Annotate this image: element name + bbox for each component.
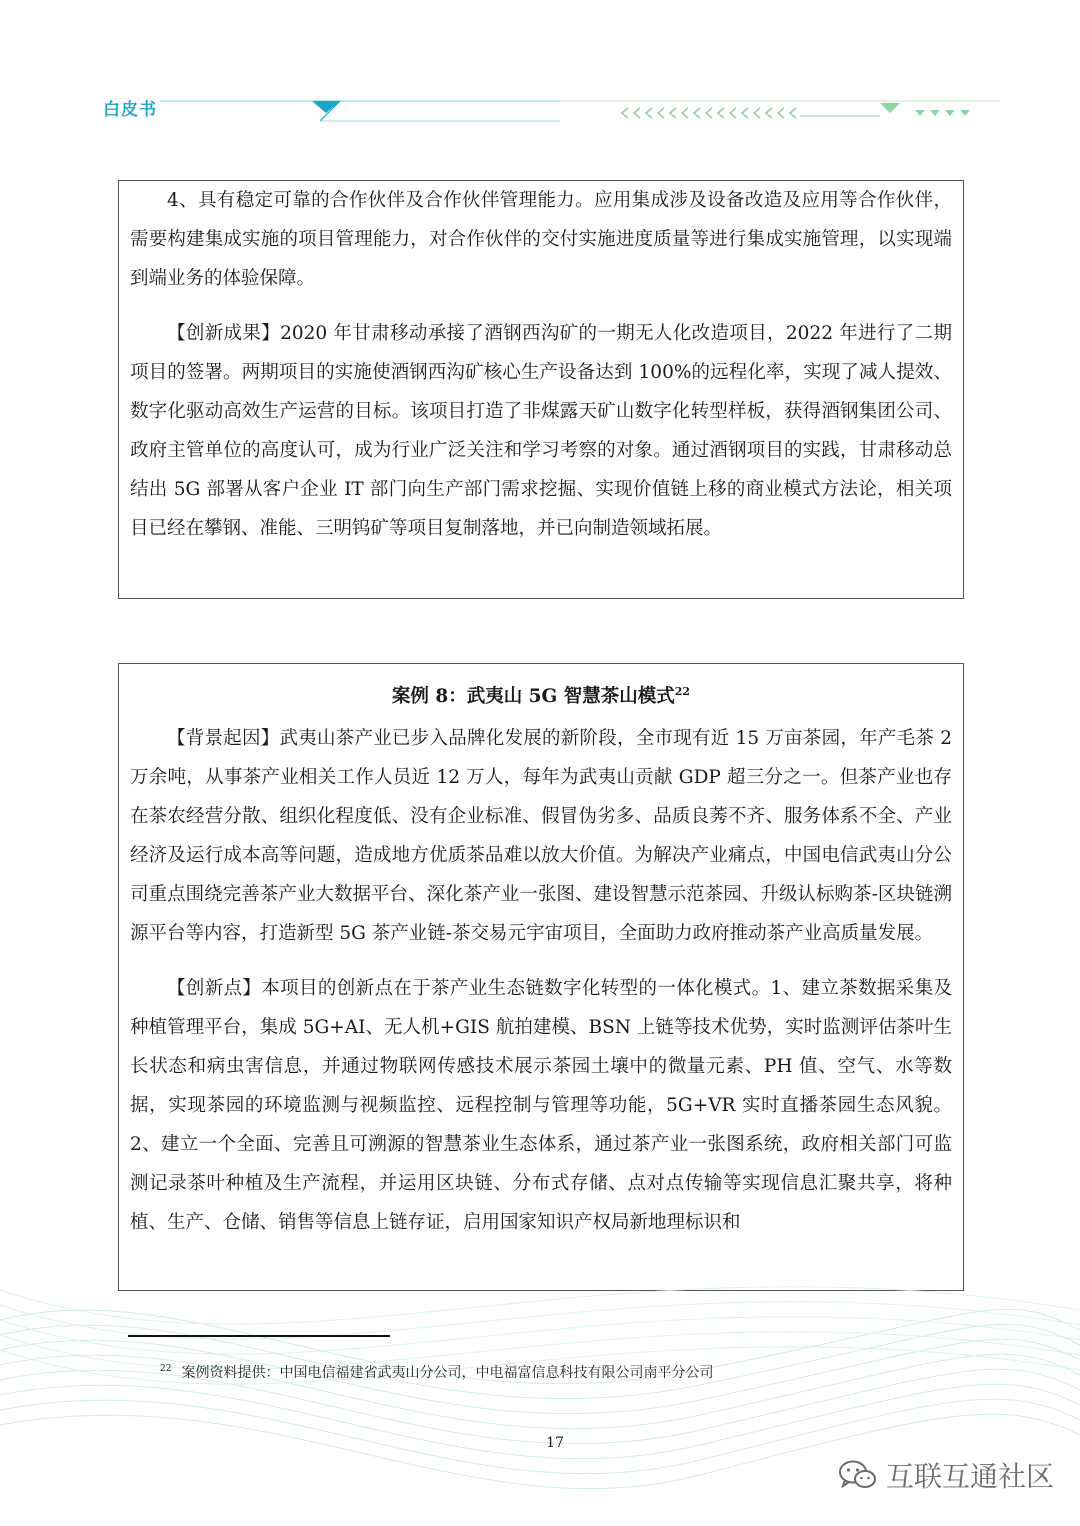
watermark-text: 互联互通社区 (886, 1460, 1055, 1493)
footnote-text: 案例资料提供：中国电信福建省武夷山分公司，中电福富信息科技有限公司南平分公司 (181, 1365, 714, 1381)
footnote-rule (128, 1335, 390, 1337)
paragraph: 【创新成果】2020 年甘肃移动承接了酒钢西沟矿的一期无人化改造项目，2022 年进行了二期项目的签署。两期项目的实施使酒钢西沟矿核心生产设备达到 100%的远程化率，实现了减人提效、数字化驱动高效生产运营的目标。该项目打造了非煤露天矿山数字化转型样板，获得酒钢集团公司、政府主管单位的高度认可，成为行业广泛关注和学习考察的对象。通过酒钢项目的实践，甘肃移动总结出 5G 部署从客户企业 IT 部门向生产部门需求挖掘、实现价值链上移的商业模式方法论，相关项目已经在攀钢、准能、三明钨矿等项目复制落地，并已向制造领域拓展。 (130, 323, 952, 539)
paragraph: 【背景起因】武夷山茶产业已步入品牌化发展的新阶段，全市现有近 15 万亩茶园，年产毛茶 2 万余吨，从事茶产业相关工作人员近 12 万人，每年为武夷山贡献 GDP 超三分之一。但茶产业也存在茶农经营分散、组织化程度低、没有企业标准、假冒伪劣多、品质良莠不齐、服务体系不全、产业经济及运行成本高等问题，造成地方优质茶品难以放大价值。为解决产业痛点，中国电信武夷山分公司重点围绕完善茶产业大数据平台、深化茶产业一张图、建设智慧示范茶园、升级认标购茶-区块链溯源平台等内容，打造新型 5G 茶产业链-茶交易元宇宙项目，全面助力政府推动茶产业高质量发展。 (130, 728, 952, 945)
paragraph: 4、具有稳定可靠的合作伙伴及合作伙伴管理能力。应用集成涉及设备改造及应用等合作伙伴，需要构建集成实施的项目管理能力，对合作伙伴的交付实施进度质量等进行集成实施管理，以实现端到端业务的体验保障。 (130, 190, 952, 289)
footnote (160, 1362, 713, 1382)
header-label: 白皮书 (103, 100, 157, 120)
wechat-icon (838, 1459, 878, 1491)
content-box-1 (118, 180, 964, 599)
header-decoration (0, 96, 1080, 126)
page-number: 17 (546, 1435, 564, 1451)
footnote-number: 22 (160, 1364, 172, 1375)
watermark (838, 1455, 1054, 1495)
case-title-text: 案例 8：武夷山 5G 智慧茶山模式 (391, 686, 675, 708)
case-title (130, 678, 952, 711)
footnote-ref: 22 (674, 685, 691, 698)
paragraph: 【创新点】本项目的创新点在于茶产业生态链数字化转型的一体化模式。1、建立茶数据采集及种植管理平台，集成 5G+AI、无人机+GIS 航拍建模、BSN 上链等技术优势，实时监测评估茶叶生长状态和病虫害信息，并通过物联网传感技术展示茶园土壤中的微量元素、PH 值、空气、水等数据，实现茶园的环境监测与视频监控、远程控制与管理等功能，5G+VR 实时直播茶园生态风貌。2、建立一个全面、完善且可溯源的智慧茶业生态体系，通过茶产业一张图系统，政府相关部门可监测记录茶叶种植及生产流程，并运用区块链、分布式存储、点对点传输等实现信息汇聚共享，将种植、生产、仓储、销售等信息上链存证，启用国家知识产权局新地理标识和 (130, 978, 952, 1234)
